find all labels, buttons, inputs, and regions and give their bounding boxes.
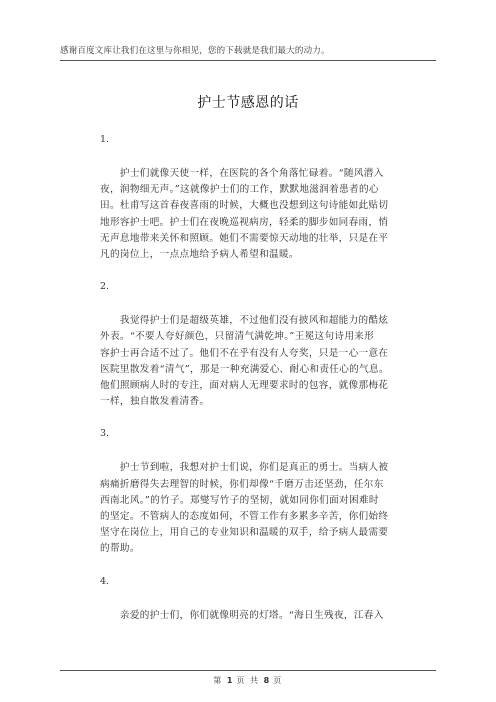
paragraph-line: 田。杜甫写这首春夜喜雨的时候，大概也没想到这句诗能如此贴切 [100,200,389,212]
paragraph-line: 他们照顾病人时的专注，面对病人无理要求时的包容，就像那梅花 [100,380,389,392]
footer-prefix: 第 [213,676,223,685]
paragraph-line: 西南北风。”的竹子。郑燮写竹子的坚韧，就如同你们面对困难时 [100,494,379,506]
section-number: 1. [100,134,110,145]
paragraph-line: 护士节到啦，我想对护士们说，你们是真正的勇士。当病人被 [100,462,389,474]
total-page-count: 8 [263,676,270,685]
section-4 [100,574,422,624]
section-paragraph [100,608,422,624]
page-footer [0,675,496,686]
paragraph-line: 外表。“不要人夸好颜色，只留清气满乾坤。”王冕这句诗用来形 [100,331,375,343]
paragraph-line: 医院里散发着“清气”，那是一种充满爱心、耐心和责任心的气息。 [100,363,389,375]
footer-suffix: 页 [273,676,283,685]
current-page-number: 1 [226,676,233,685]
section-paragraph [100,313,422,410]
paragraph-line: 地形容护士吧。护士们在夜晚巡视病房，轻柔的脚步如同春雨，悄 [100,216,389,228]
section-number: 4. [100,575,110,587]
paragraph-line: 无声息地带来关怀和照顾。她们不需要惊天动地的壮举，只是在平 [100,232,389,244]
paragraph-line: 夜，润物细无声。”这就像护士们的工作，默默地滋润着患者的心 [100,184,379,196]
paragraph-line: 凡的岗位上，一点点地给予病人希望和温暖。 [100,249,299,261]
section-3 [100,426,422,557]
paragraph-line: 容护士再合适不过了。他们不在乎有没有人夸奖，只是一心一意在 [100,347,389,359]
paragraph-line: 的帮助。 [100,543,140,555]
paragraph-line: 亲爱的护士们，你们就像明亮的灯塔。“海日生残夜，江春入 [100,609,384,621]
paragraph-line: 护士们就像天使一样，在医院的各个角落忙碌着。“随风潜入 [100,168,384,179]
section-paragraph [100,460,422,557]
section-number: 2. [100,281,110,293]
footer-middle: 页 共 [236,676,260,685]
footer-divider [60,670,436,671]
paragraph-line: 病痛折磨得失去理智的时候，你们却像“千磨万击还坚劲，任尔东 [100,478,384,490]
document-title: 护士节感恩的话 [197,95,299,111]
paragraph-line: 的坚定。不管病人的态度如何，不管工作有多累多辛苦，你们始终 [100,511,389,523]
paragraph-line: 坚守在岗位上，用自己的专业知识和温暖的双手，给予病人最需要 [100,527,389,539]
section-2 [100,279,422,410]
page-header: 感谢百度文库让我们在这里与你相见，您的下载就是我们最大的动力。 [60,46,330,56]
section-1 [100,132,422,263]
section-paragraph [100,166,422,263]
paragraph-line: 一样，独自散发着清香。 [100,396,210,408]
section-number: 3. [100,428,110,440]
document-body [100,122,422,640]
paragraph-line: 我觉得护士们是超级英雄，不过他们没有披风和超能力的酷炫 [100,315,389,327]
header-divider [60,60,436,61]
